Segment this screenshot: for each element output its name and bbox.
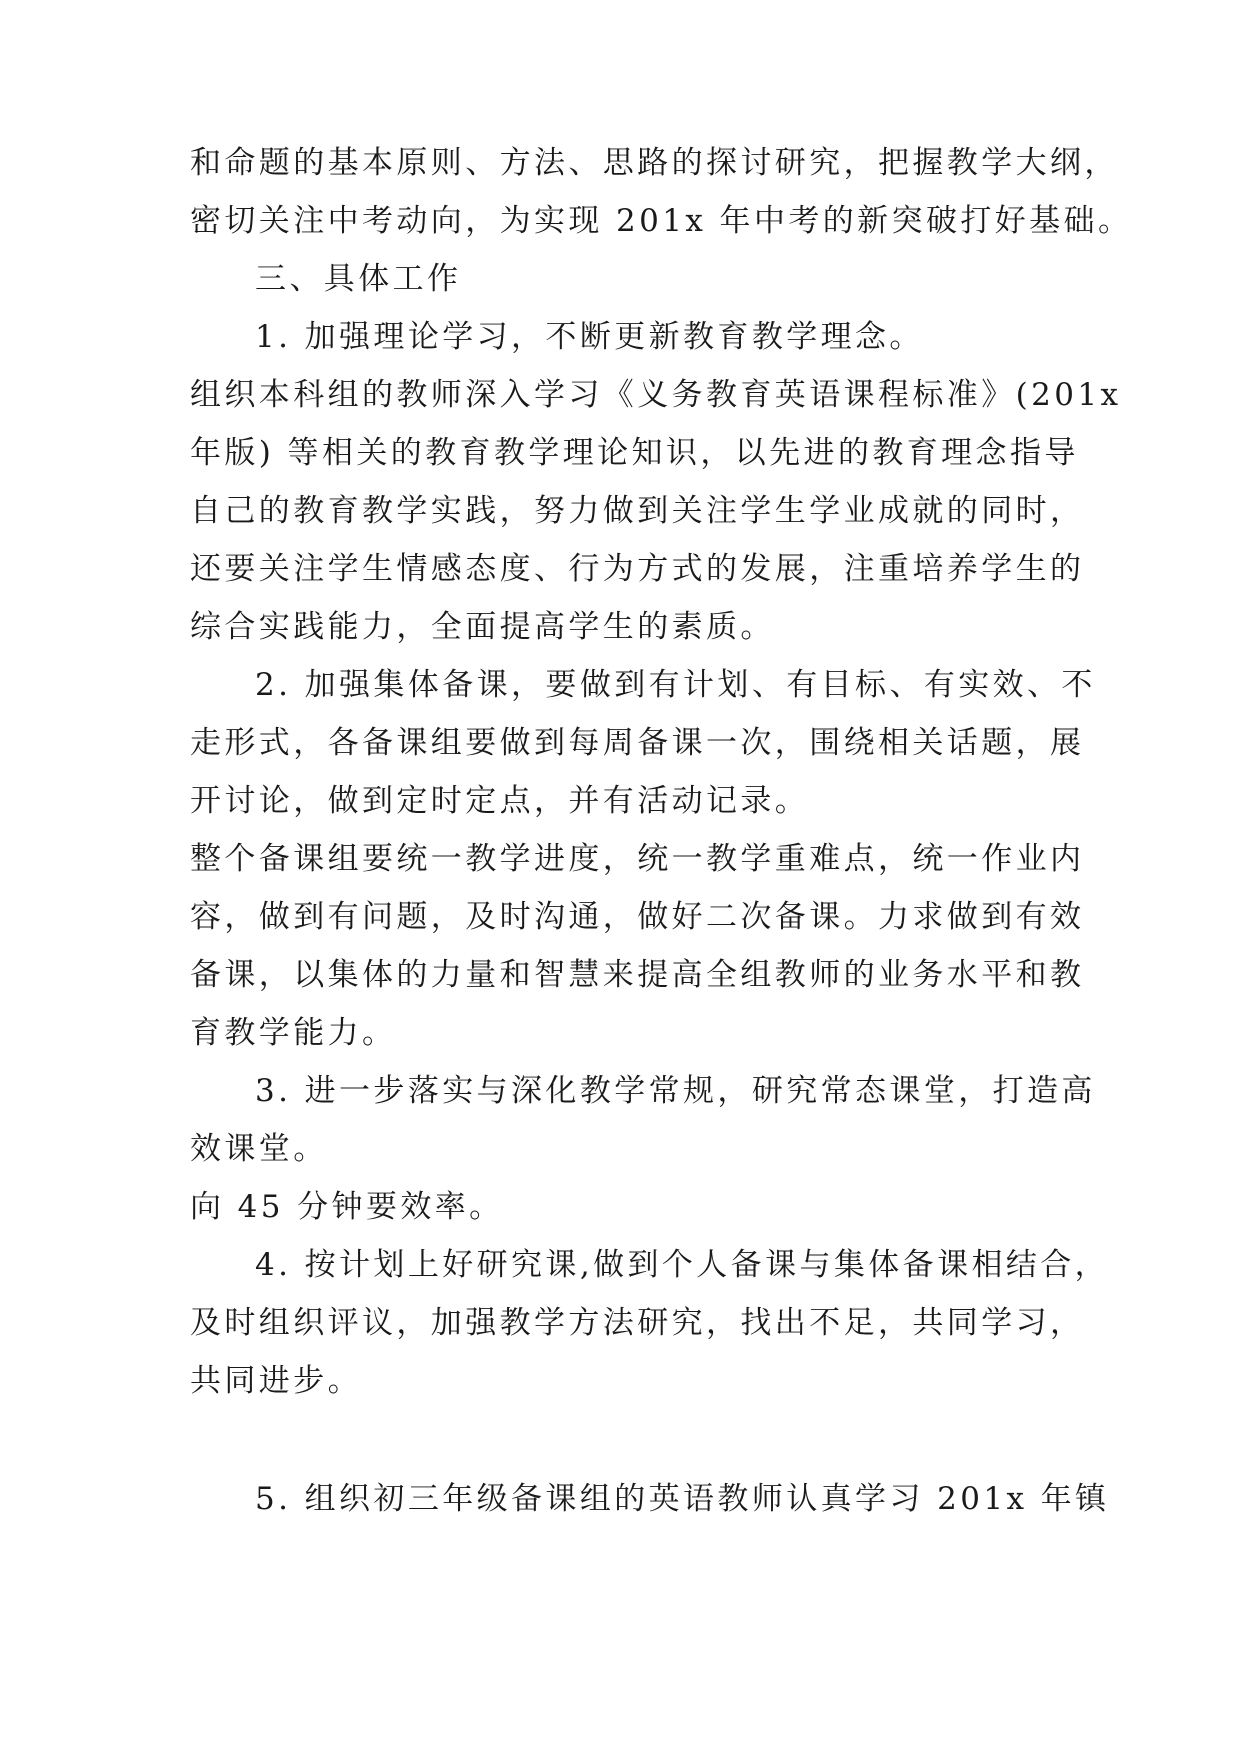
list-item-heading: 2. 加强集体备课，要做到有计划、有目标、有实效、不 xyxy=(255,667,1096,703)
text-line: 向 45 分钟要效率。 xyxy=(190,1189,504,1225)
text-line: 走形式，各备课组要做到每周备课一次，围绕相关话题，展 xyxy=(190,725,1085,761)
text-line: 及时组织评议，加强教学方法研究，找出不足，共同学习， xyxy=(190,1305,1085,1341)
section-heading: 三、具体工作 xyxy=(255,261,462,297)
text-line: 密切关注中考动向，为实现 201x 年中考的新突破打好基础。 xyxy=(190,203,1133,239)
text-line: 年版) 等相关的教育教学理论知识，以先进的教育理念指导 xyxy=(190,435,1079,471)
text-line: 整个备课组要统一教学进度，统一教学重难点，统一作业内 xyxy=(190,841,1085,877)
text-line: 自己的教育教学实践，努力做到关注学生学业成就的同时， xyxy=(190,493,1085,529)
text-line: 和命题的基本原则、方法、思路的探讨研究，把握教学大纲， xyxy=(190,145,1119,181)
list-item-heading: 5. 组织初三年级备课组的英语教师认真学习 201x 年镇 xyxy=(255,1481,1110,1517)
text-line: 备课，以集体的力量和智慧来提高全组教师的业务水平和教 xyxy=(190,957,1085,993)
text-line: 容，做到有问题，及时沟通，做好二次备课。力求做到有效 xyxy=(190,899,1085,935)
text-line: 综合实践能力，全面提高学生的素质。 xyxy=(190,609,775,645)
text-line: 还要关注学生情感态度、行为方式的发展，注重培养学生的 xyxy=(190,551,1085,587)
text-line: 组织本科组的教师深入学习《义务教育英语课程标准》(201x xyxy=(190,377,1122,413)
text-line: 开讨论，做到定时定点，并有活动记录。 xyxy=(190,783,810,819)
list-item-heading: 1. 加强理论学习，不断更新教育教学理念。 xyxy=(255,319,924,355)
text-line: 共同进步。 xyxy=(190,1363,362,1399)
text-line: 效课堂。 xyxy=(190,1131,328,1167)
list-item-heading: 3. 进一步落实与深化教学常规，研究常态课堂，打造高 xyxy=(255,1073,1096,1109)
text-line: 育教学能力。 xyxy=(190,1015,397,1051)
list-item-heading: 4. 按计划上好研究课,做到个人备课与集体备课相结合， xyxy=(255,1247,1110,1283)
